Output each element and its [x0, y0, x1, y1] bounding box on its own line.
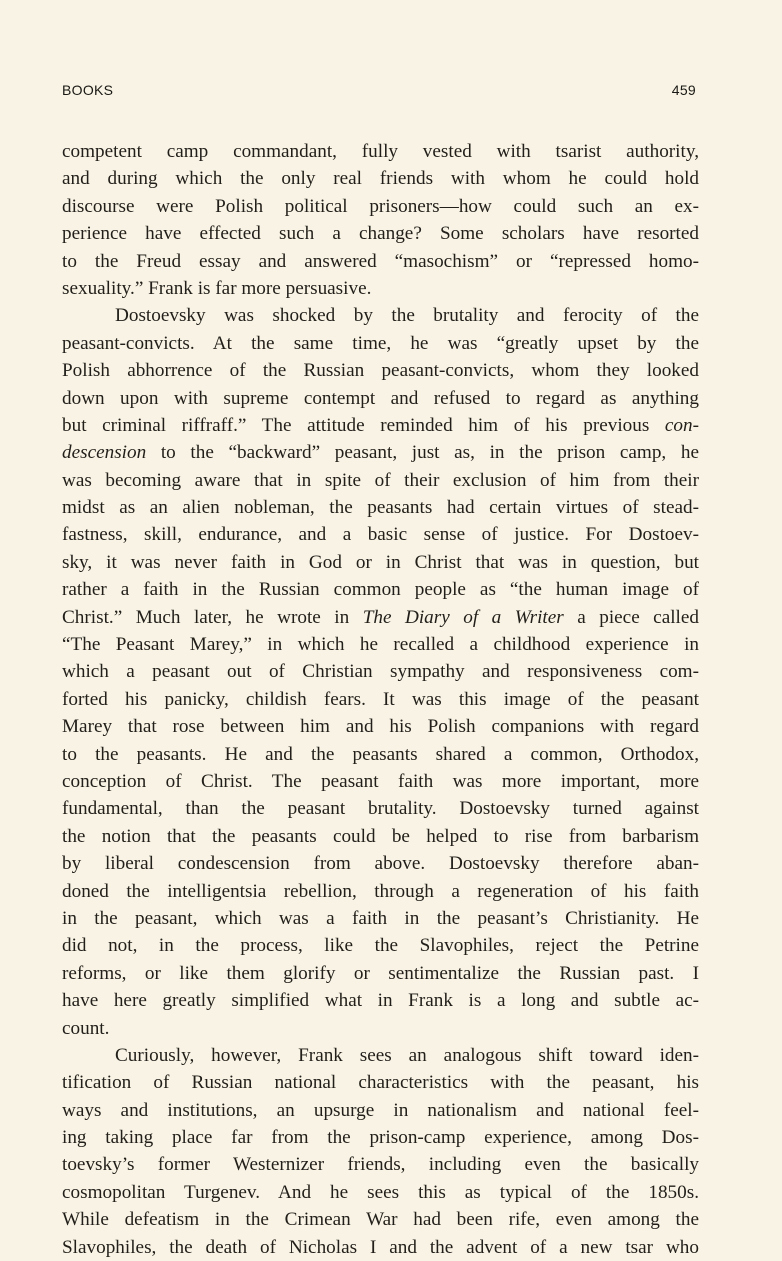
- text-line: [62, 1179, 699, 1206]
- line-text: Slavophiles, the death of Nicholas I and the advent of a new tsar who: [62, 1236, 699, 1258]
- line-text: rather a faith in the Russian common people as “the human image of: [62, 579, 699, 601]
- text-line: [62, 713, 699, 740]
- line-text: ways and institutions, an upsurge in nationalism and national feel-: [62, 1099, 699, 1121]
- text-line: [62, 576, 699, 603]
- line-text: by liberal condescension from above. Dostoevsky therefore aban-: [62, 853, 699, 875]
- text-line: [62, 1234, 699, 1261]
- line-text: Christ.” Much later, he wrote in: [62, 606, 363, 628]
- section-title: BOOKS: [62, 82, 114, 98]
- line-text: was becoming aware that in spite of their exclusion of him from their: [62, 469, 699, 491]
- italic-text: The Diary of a Writer: [362, 606, 564, 628]
- text-line: [62, 878, 699, 905]
- text-line: [62, 1206, 699, 1233]
- line-text: “The Peasant Marey,” in which he recalled a childhood experience in: [62, 634, 699, 656]
- text-line: [62, 467, 699, 494]
- body-text: [62, 138, 699, 1261]
- text-line: [62, 521, 699, 548]
- text-line: [62, 385, 699, 412]
- text-line: [62, 330, 699, 357]
- line-text: forted his panicky, childish fears. It was this image of the peasant: [62, 688, 699, 710]
- italic-text: descension: [62, 442, 147, 464]
- line-text: but criminal riffraff.” The attitude reminded him of his previous: [62, 414, 665, 436]
- text-line: [62, 412, 699, 439]
- line-text: Dostoevsky was shocked by the brutality and ferocity of the: [115, 305, 699, 327]
- text-line: [62, 987, 699, 1014]
- line-text: to the peasants. He and the peasants shared a common, Orthodox,: [62, 743, 699, 765]
- italic-text: con-: [664, 414, 699, 436]
- text-line: [62, 823, 699, 850]
- line-text: peasant-convicts. At the same time, he was “greatly upset by the: [62, 332, 699, 354]
- line-text: sky, it was never faith in God or in Christ that was in question, but: [62, 551, 699, 573]
- text-line: [62, 604, 699, 631]
- page-number: 459: [671, 82, 696, 98]
- line-text: fundamental, than the peasant brutality. Dostoevsky turned against: [62, 798, 699, 820]
- line-text: to the “backward” peasant, just as, in the prison camp, he: [146, 442, 699, 464]
- text-line: [62, 275, 699, 302]
- line-text: count.: [62, 1017, 110, 1039]
- text-line: [62, 768, 699, 795]
- line-text: a piece called: [563, 606, 699, 628]
- line-text: doned the intelligentsia rebellion, through a regeneration of his faith: [62, 880, 699, 902]
- line-text: Curiously, however, Frank sees an analogous shift toward iden-: [115, 1044, 699, 1066]
- line-text: fastness, skill, endurance, and a basic sense of justice. For Dostoev-: [62, 524, 699, 546]
- line-text: reforms, or like them glorify or sentimentalize the Russian past. I: [62, 962, 699, 984]
- line-text: in the peasant, which was a faith in the peasant’s Christianity. He: [62, 907, 699, 929]
- line-text: tification of Russian national characteristics with the peasant, his: [62, 1072, 699, 1094]
- text-line: [62, 631, 699, 658]
- line-text: While defeatism in the Crimean War had been rife, even among the: [62, 1209, 699, 1231]
- line-text: discourse were Polish political prisoners—how could such an ex-: [62, 195, 699, 217]
- line-text: toevsky’s former Westernizer friends, including even the basically: [62, 1154, 699, 1176]
- text-line: [62, 1015, 699, 1042]
- text-line: [62, 795, 699, 822]
- text-line: [62, 494, 699, 521]
- text-line: [62, 357, 699, 384]
- text-line: [62, 302, 699, 329]
- line-text: Marey that rose between him and his Polish companions with regard: [62, 716, 699, 738]
- text-line: [62, 193, 699, 220]
- text-line: [62, 1151, 699, 1178]
- line-text: down upon with supreme contempt and refused to regard as anything: [62, 387, 699, 409]
- line-text: conception of Christ. The peasant faith was more important, more: [62, 770, 699, 792]
- line-text: midst as an alien nobleman, the peasants had certain virtues of stead-: [62, 497, 699, 519]
- line-text: the notion that the peasants could be helped to rise from barbarism: [62, 825, 699, 847]
- line-text: cosmopolitan Turgenev. And he sees this as typical of the 1850s.: [62, 1181, 699, 1203]
- text-line: [62, 138, 699, 165]
- text-line: [62, 850, 699, 877]
- text-line: [62, 741, 699, 768]
- line-text: and during which the only real friends with whom he could hold: [62, 168, 699, 190]
- text-line: [62, 960, 699, 987]
- text-line: [62, 220, 699, 247]
- text-line: [62, 439, 699, 466]
- text-line: [62, 248, 699, 275]
- line-text: perience have effected such a change? Some scholars have resorted: [62, 223, 699, 245]
- line-text: competent camp commandant, fully vested with tsarist authority,: [62, 141, 699, 162]
- text-line: [62, 658, 699, 685]
- text-line: [62, 549, 699, 576]
- line-text: to the Freud essay and answered “masochism” or “repressed homo-: [62, 250, 699, 272]
- text-line: [62, 932, 699, 959]
- text-line: [62, 905, 699, 932]
- text-line: [62, 165, 699, 192]
- text-line: [62, 686, 699, 713]
- text-line: [62, 1124, 699, 1151]
- text-line: [62, 1042, 699, 1069]
- line-text: ing taking place far from the prison-camp experience, among Dos-: [62, 1127, 699, 1149]
- line-text: have here greatly simplified what in Frank is a long and subtle ac-: [62, 990, 699, 1012]
- running-head: [62, 82, 696, 98]
- text-line: [62, 1069, 699, 1096]
- line-text: did not, in the process, like the Slavophiles, reject the Petrine: [62, 935, 699, 957]
- line-text: which a peasant out of Christian sympathy and responsiveness com-: [62, 661, 699, 683]
- line-text: Polish abhorrence of the Russian peasant-convicts, whom they looked: [62, 360, 699, 382]
- line-text: sexuality.” Frank is far more persuasive.: [62, 277, 372, 299]
- text-line: [62, 1097, 699, 1124]
